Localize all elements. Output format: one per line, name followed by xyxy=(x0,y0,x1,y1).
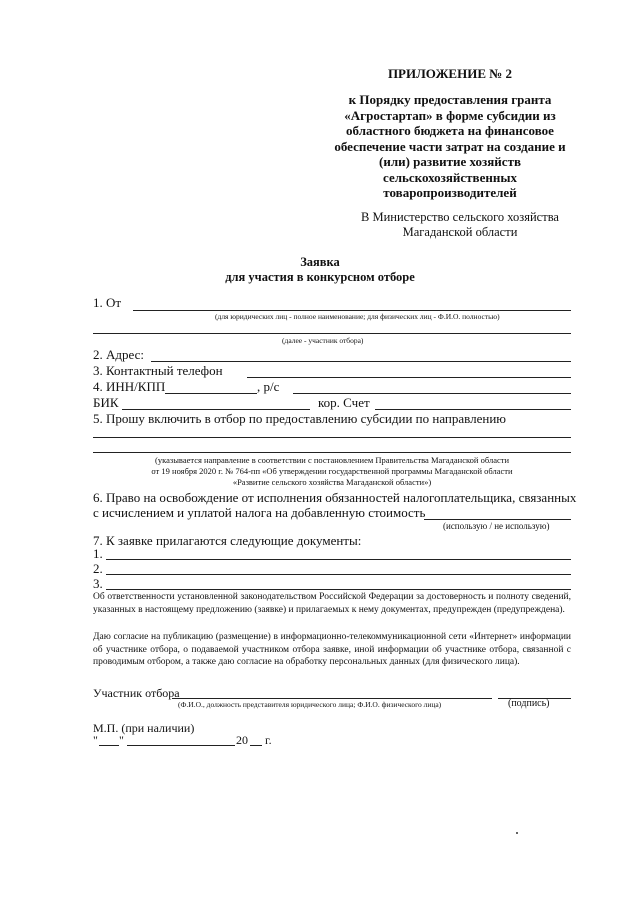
date-quote-close: " xyxy=(119,733,124,747)
ink-dot xyxy=(516,832,518,834)
date-month-input[interactable] xyxy=(127,745,235,746)
field-bik-label: БИК xyxy=(93,395,119,410)
document-item-input-2[interactable] xyxy=(106,574,571,575)
document-item-number: 2. xyxy=(93,561,103,576)
document-item-input-1[interactable] xyxy=(106,559,571,560)
recipient-line: Магаданской области xyxy=(402,225,518,239)
appendix-line: к Порядку предоставления гранта xyxy=(348,92,552,107)
document-item-number: 3. xyxy=(93,576,103,591)
signature-label: Участник отбора xyxy=(93,686,180,700)
field-account-label: , р/с xyxy=(257,379,280,394)
field-inn-input[interactable] xyxy=(165,393,257,394)
seal-label: М.П. (при наличии) xyxy=(93,721,195,735)
field-phone-label: 3. Контактный телефон xyxy=(93,363,223,378)
date-quote-open: " xyxy=(93,733,98,747)
recipient-line: В Министерство сельского хозяйства xyxy=(361,210,559,224)
appendix-line: обеспечение части затрат на создание и xyxy=(334,138,566,154)
field-vat-label: 6. Право на освобождение от исполнения обязанностей налогоплательщика, связанных xyxy=(93,490,577,505)
appendix-line: сельскохозяйственных xyxy=(383,169,517,185)
signature-sign-caption: (подпись) xyxy=(508,698,550,709)
field-inn-label: 4. ИНН/КПП xyxy=(93,379,166,394)
field-phone-input[interactable] xyxy=(247,377,571,378)
title-line: Заявка xyxy=(300,255,340,269)
appendix-line: «Агростартап» в форме субсидии из xyxy=(344,107,556,123)
document-item-input-3[interactable] xyxy=(106,589,571,590)
field-vat-caption: (использую / не использую) xyxy=(443,521,550,531)
field-from-input[interactable] xyxy=(133,310,571,311)
date-day-input[interactable] xyxy=(99,745,119,746)
field-vat-input[interactable] xyxy=(424,519,571,520)
field-from-label: 1. От xyxy=(93,295,122,310)
document-item-number: 1. xyxy=(93,546,103,561)
field-corr-label: кор. Счет xyxy=(318,395,370,410)
field-from-caption-2: (далее - участник отбора) xyxy=(282,336,364,345)
signature-name-input[interactable] xyxy=(172,698,492,699)
field-from-input-2[interactable] xyxy=(93,333,571,334)
signature-name-caption: (Ф.И.О., должность представителя юридического лица; Ф.И.О. физического лица) xyxy=(178,700,442,709)
appendix-line: товаропроизводителей xyxy=(383,185,517,200)
date-year-prefix: 20 xyxy=(236,733,248,747)
field-bik-input[interactable] xyxy=(122,409,310,410)
consent-statement: Даю согласие на публикацию (размещение) в информационно-телекоммуникационной сети «Интернет» информации об участнике отбора, о подаваемой участником отбора заявке, иной информации об участнике отбора, связанной с проводимым отбором, а также даю согласие на обработку персональных данных (для физического лица). xyxy=(93,632,571,667)
field-direction-input[interactable] xyxy=(93,437,571,438)
field-address-input[interactable] xyxy=(151,361,571,362)
field-address-label: 2. Адрес: xyxy=(93,347,144,362)
field-corr-input[interactable] xyxy=(375,409,571,410)
appendix-line: (или) развитие хозяйств xyxy=(379,154,521,169)
caption-line: «Развитие сельского хозяйства Магаданской области») xyxy=(232,477,432,487)
responsibility-statement: Об ответственности установленной законодательством Российской Федерации за достоверность и полноту сведений, указанных в настоящему предложению (заявке) и прилагаемых к нему документах, предупрежден (предупреждена). xyxy=(93,592,571,615)
title-line: для участия в конкурсном отборе xyxy=(225,270,415,284)
caption-line: от 19 ноября 2020 г. № 764-пп «Об утверждении государственной программы Магаданской области xyxy=(151,466,513,476)
appendix-line: областного бюджета на финансовое xyxy=(346,123,554,138)
field-direction-caption xyxy=(93,455,571,488)
field-account-input[interactable] xyxy=(293,393,571,394)
appendix-reference xyxy=(300,92,600,201)
field-from-caption: (для юридических лиц - полное наименование; для физических лиц - Ф.И.О. полностью) xyxy=(215,312,500,321)
field-documents-label: 7. К заявке прилагаются следующие документы: xyxy=(93,533,362,548)
date-suffix: г. xyxy=(265,733,272,747)
field-direction-label: 5. Прошу включить в отбор по предоставлению субсидии по направлению xyxy=(93,411,506,426)
recipient-block xyxy=(330,210,590,240)
date-year-input[interactable] xyxy=(250,745,262,746)
appendix-number: ПРИЛОЖЕНИЕ № 2 xyxy=(387,66,513,81)
document-title xyxy=(0,255,640,285)
field-vat-label-2: с исчислением и уплатой налога на добавленную стоимость xyxy=(93,505,426,520)
field-direction-input-2[interactable] xyxy=(93,452,571,453)
caption-line: (указывается направление в соответствии с постановлением Правительства Магаданской области xyxy=(155,455,509,465)
